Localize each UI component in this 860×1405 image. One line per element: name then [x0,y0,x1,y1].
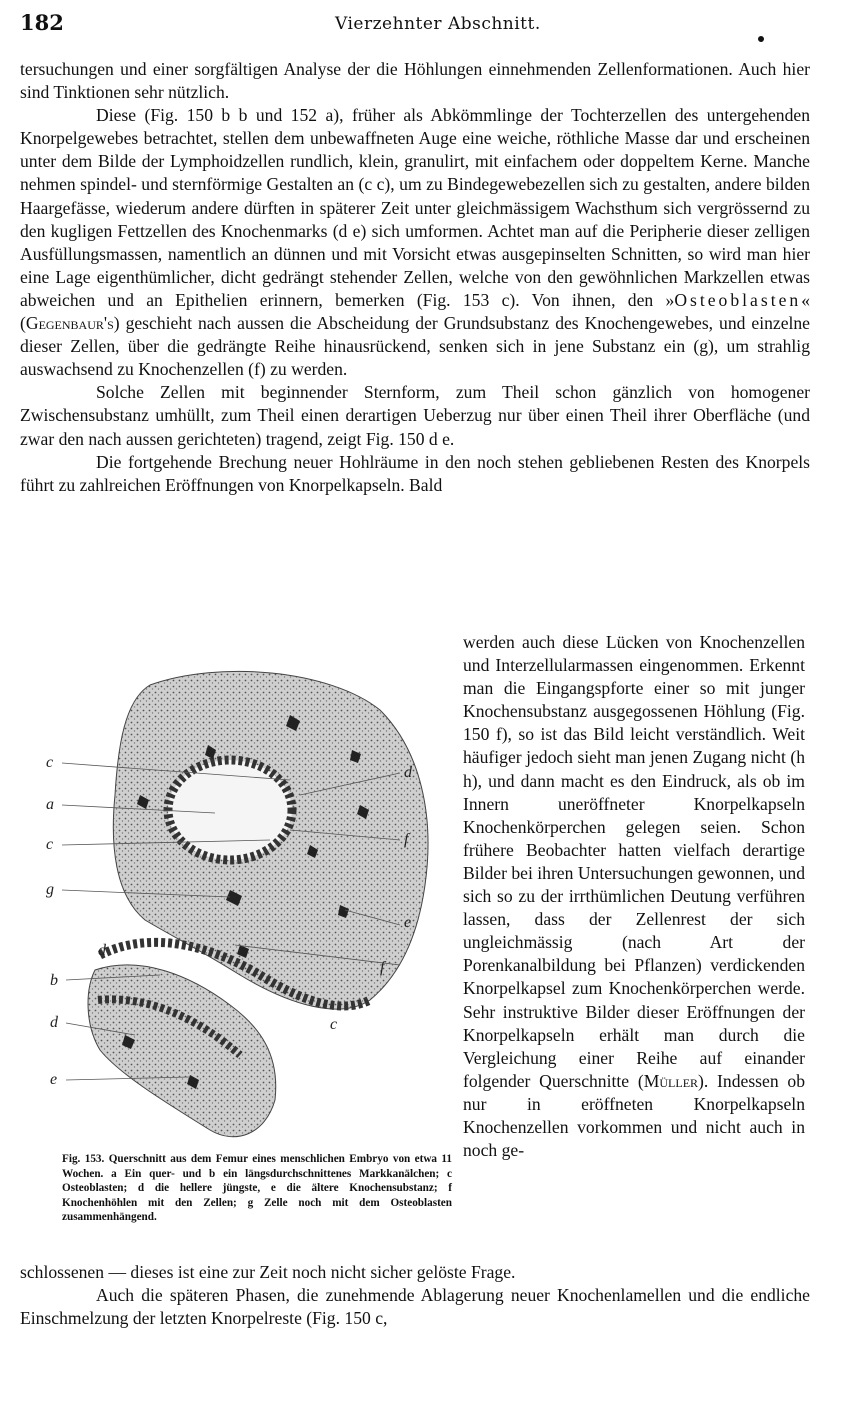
page-number: 182 [20,10,64,35]
figure-label-f2: f [380,959,385,976]
figure-illustration [40,655,460,1145]
figure-label-b: b [50,972,58,989]
figure-153 [40,655,460,1145]
figure-label-c3: c [330,1016,338,1033]
figure-label-a: a [46,796,54,813]
paragraph-1: tersuchungen und einer sorgfältigen Analyse der die Höhlungen einnehmenden Zellenformationen. Auch hier sind Tinktionen sehr nützlich. [20,59,810,103]
paragraph-4-top: Die fortgehende Brechung neuer Hohlräume in den noch stehen gebliebenen Resten des Knorpels führt zu zahlreichen Eröffnungen von Knorpelkapseln. Bald [20,451,810,495]
figure-label-d1: d [98,942,106,959]
bone-section-lower [88,965,276,1137]
figure-label-c2: c [46,836,54,853]
paragraph-3: Solche Zellen mit beginnender Sternform, zum Theil schon gänzlich von homogener Zwischensubstanz umhüllt, zum Theil einen derartigen Ueberzug nur über einen Theil ihrer Oberfläche (und zwar den nach aussen gerichteten) tragend, zeigt Fig. 150 d e. [20,382,810,449]
page-header [20,10,820,40]
paragraph-2-part-c: ) geschieht nach aussen die Abscheidung der Grundsubstanz des Knochengewebes, und einzelne dieser Zellen, über die gedrängte Reihe hinausrückend, senken sich in jene Substanz ein (g), um strahlig auswachsend zu Knochenzellen (f) zu werden. [20,313,810,380]
figure-label-d2: d [50,1014,58,1031]
term-osteoblasten: Osteoblasten [674,289,802,310]
paragraph-4-wrapped [463,631,805,1162]
figure-label-c1: c [46,754,54,771]
wrapped-text-column [463,631,805,1162]
marrow-canal-cross [168,760,292,860]
paragraph-2-part-a: Diese (Fig. 150 b b und 152 a), früher als Abkömmlinge der Tochterzellen des untergehenden Knorpelgewebes betrachtet, stellen dem unbewaffneten Auge eine weiche, röthliche Masse dar und erscheinen unter dem Bilde der Lymphoidzellen rundlich, klein, granulirt, mit einfachem oder doppeltem Kerne. Manche nehmen spindel- und sternförmige Gestalten an (c c), um zu Bindegewebezellen sich zu gestalten, andere bilden Haargefässe, wiederum andere dürften in späterer Zeit unter gleichmässigem Wachsthum sich vergrössernd zu den kugligen Fettzellen des Knochenmarks (d e) sich umformen. Achtet man auf die Peripherie dieser zelligen Ausfüllungsmassen, namentlich an dünnen und mit Vorsicht etwas ausgepinselten Schnitten, so wird man hier eine Lage eigenthümlicher, dicht gedrängt stehender Zellen, welche von den gewöhnlichen Markzellen etwas abweichen und an Epithelien erinnern, bemerken (Fig. 153 c). Von ihnen, den » [20,105,810,310]
figure-label-e2: e [404,914,412,931]
paragraph-4-wrap-main: werden auch diese Lücken von Knochenzellen und Interzellularmassen eingenommen. Erkennt man die Eingangspforte einer so mit junger Knochensubstanz ausgegossenen Höhlung (Fig. 150 f), so ist das Bild leicht verständlich. Weit häufiger jedoch sieht man jenen Zugang nicht (h h), und dann macht es den Eindruck, als ob im Innern uneröffneter Knorpelkapseln Knochenkörperchen gelegen seien. Schon frühere Beobachter hatten vielfach derartige Bilder bei ihren Untersuchungen gewonnen, und sich so zu der irrthümlichen Deutung verführen lassen, dass der Zellenrest der sich ungleichmässig (nach Art der Porenkanalbildung bei Pflanzen) verdickenden Knorpelkapsel zum Knochenkörperchen werde. Sehr instruktive Bilder dieser Eröffnungen der Knorpelkapseln erhält man durch die Vergleichung einer Reihe auf einander folgender Querschnitte ( [463,632,806,1091]
running-head: Vierzehnter Abschnitt. [335,14,541,34]
author-gegenbaur: Gegenbaur's [25,313,114,334]
paragraph-2 [20,104,810,381]
bottom-text-block [20,1261,810,1330]
paragraph-4-wrap-end: ). Indessen ob nur in eröffneten Knorpelkapseln Knochenzellen vorkommen und nicht auch in noch ge- [463,1070,805,1161]
figure-label-d3: d [404,764,412,781]
figure-label-f1: f [404,831,409,848]
paragraph-5: Auch die späteren Phasen, die zunehmende Ablagerung neuer Knochenlamellen und die endliche Einschmelzung der letzten Knorpelreste (Fig. 150 c, [20,1285,810,1329]
paragraph-2-part-b: « ( [20,289,810,334]
author-mueller: Müller [643,1070,699,1091]
figure-label-e1: e [50,1071,58,1088]
main-text-block [20,58,810,497]
figure-label-g: g [46,881,54,898]
ink-speck [758,36,764,42]
figure-caption: Fig. 153. Querschnitt aus dem Femur eines menschlichen Embryo von etwa 11 Wochen. a Ein quer- und b ein längsdurchschnittenes Markkanälchen; c Osteoblasten; d die hellere jüngste, e die ältere Knochensubstanz; f Knochenhöhlen mit den Zellen; g Zelle noch mit dem Osteoblasten zusammenhängend. [62,1153,452,1223]
paragraph-4-end: schlossenen — dieses ist eine zur Zeit noch nicht sicher gelöste Frage. [20,1262,516,1282]
